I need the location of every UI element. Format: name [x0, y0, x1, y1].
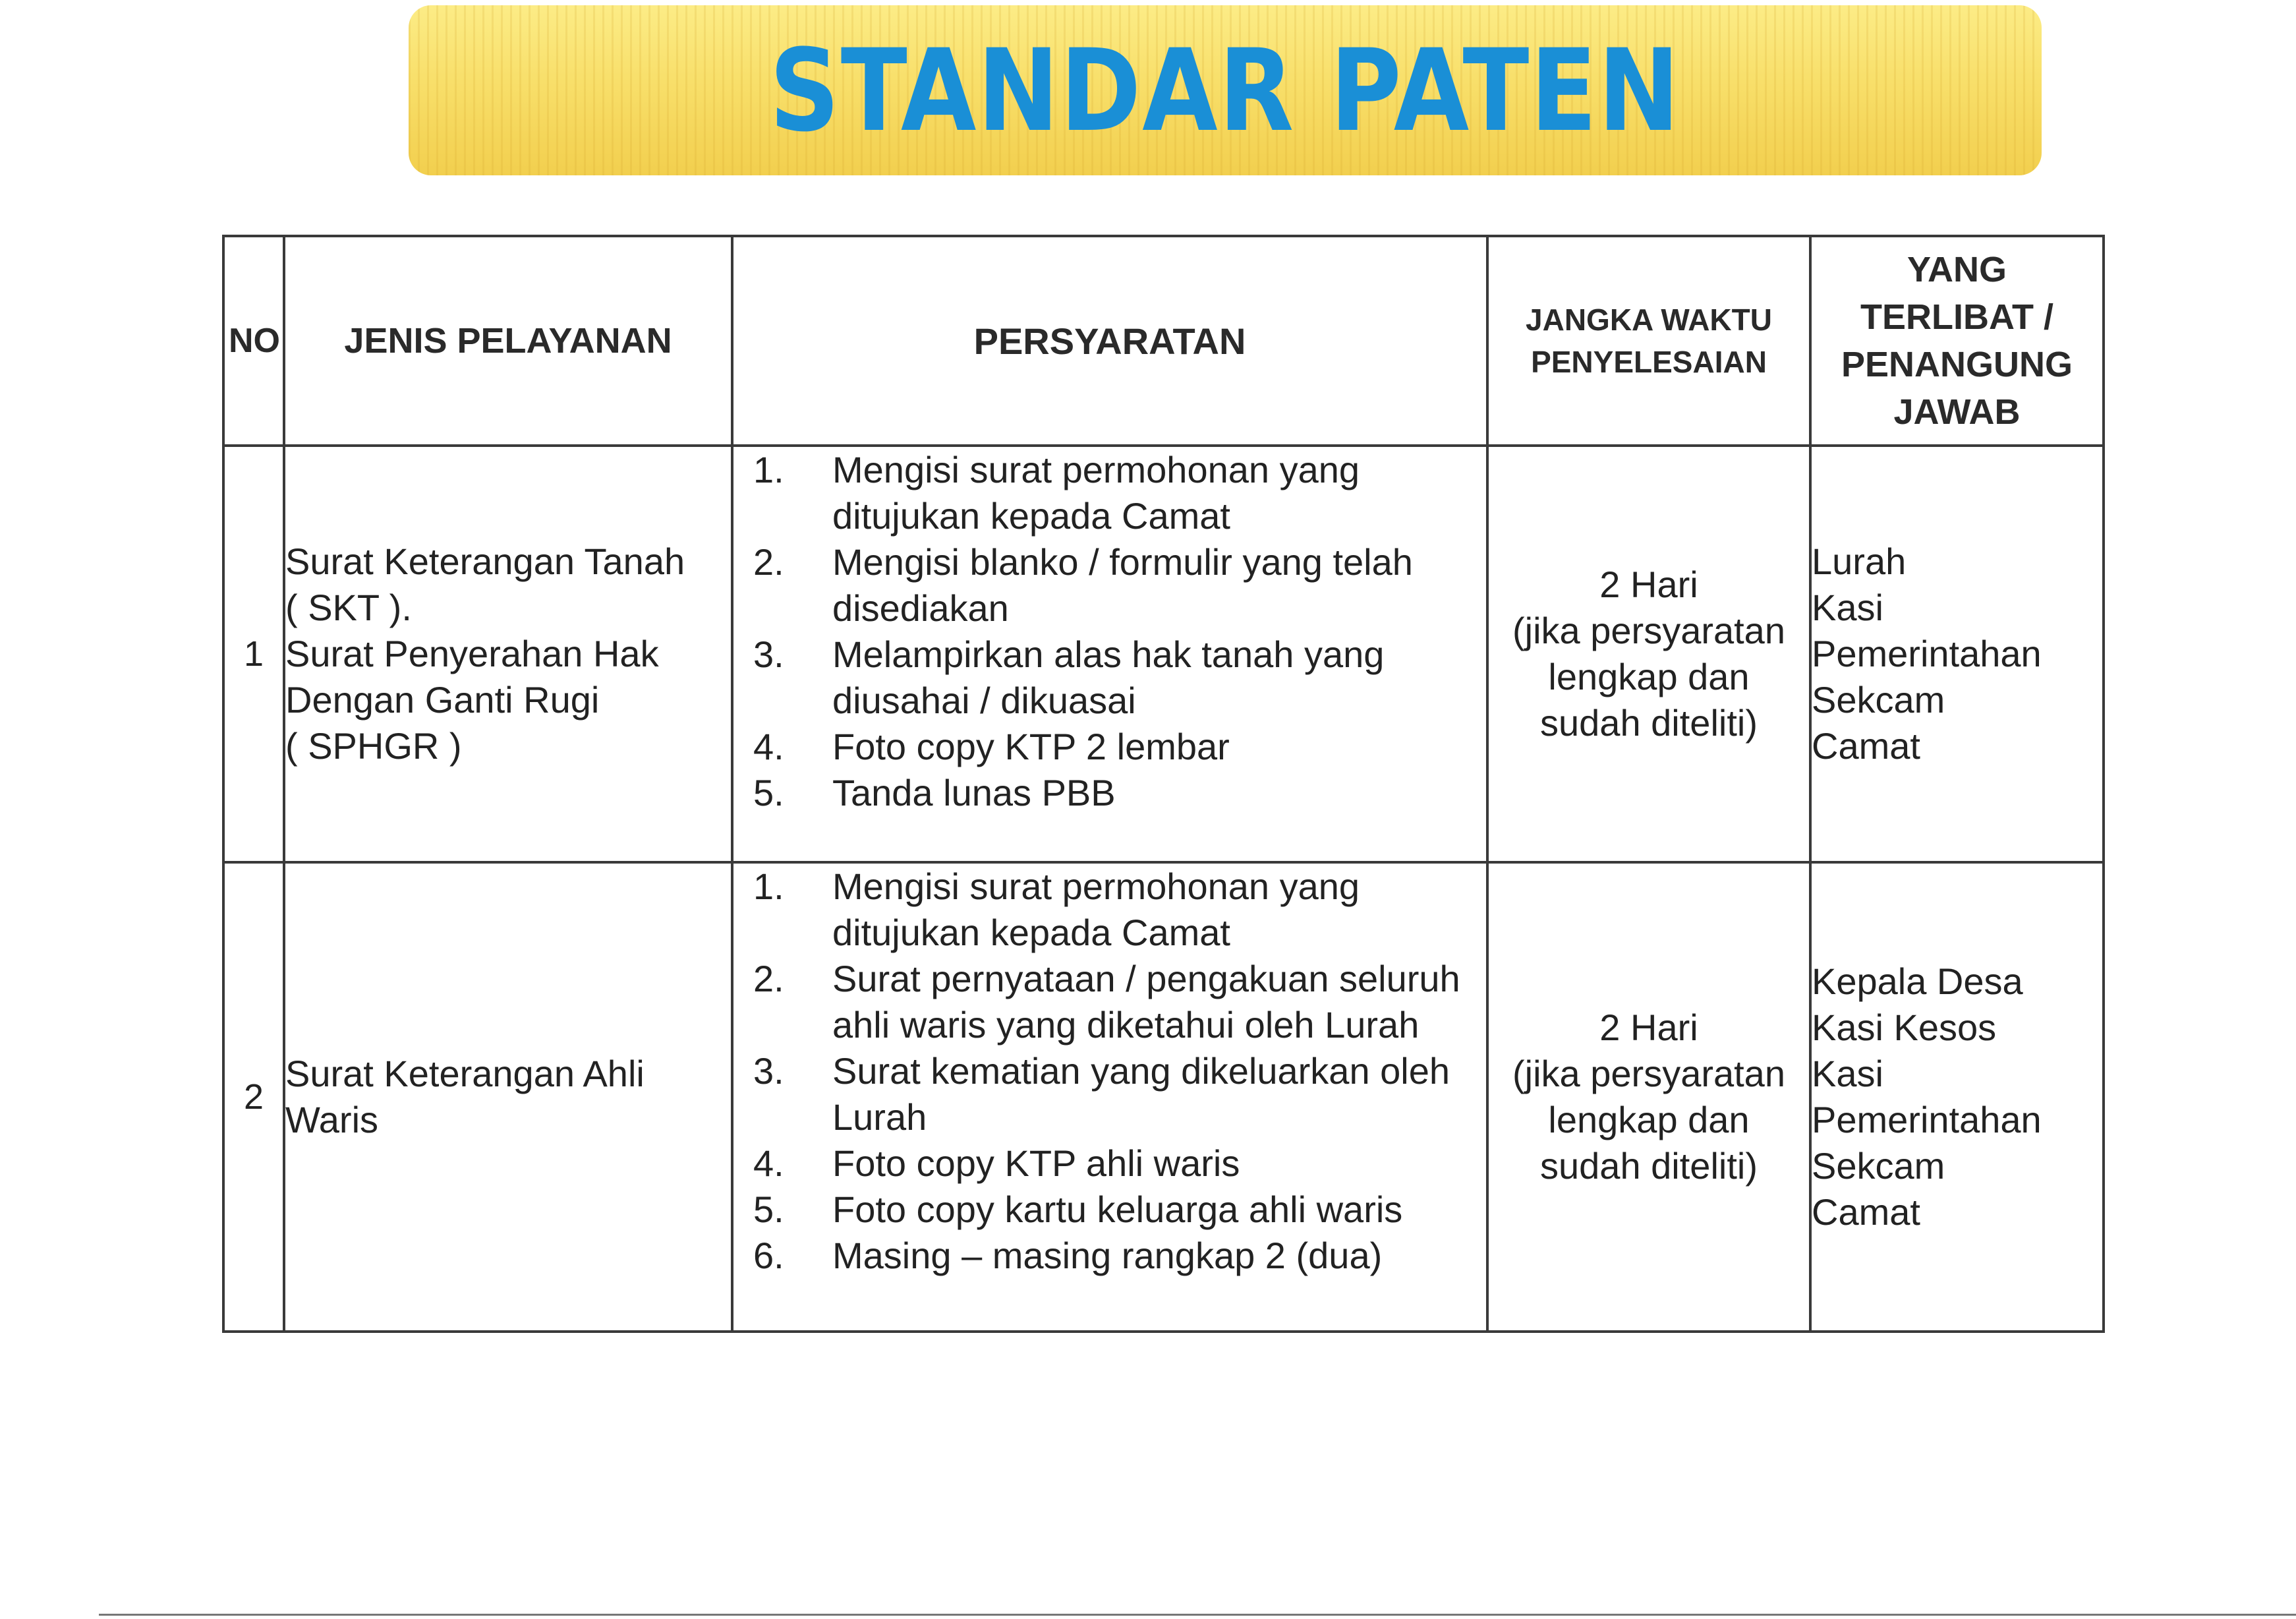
- list-item: [733, 539, 1486, 632]
- list-item: [733, 956, 1486, 1048]
- item-number: 2.: [753, 541, 784, 583]
- list-item: [733, 724, 1486, 770]
- item-number: 5.: [753, 772, 784, 813]
- terlibat-line: Pemerintahan: [1812, 633, 2042, 674]
- item-text: Foto copy KTP 2 lembar: [832, 726, 1230, 767]
- item-text: Mengisi blanko / formulir yang telah: [832, 541, 1413, 583]
- jenis-pelayanan-cell: [284, 446, 732, 862]
- table-header-row: [223, 236, 2104, 446]
- jenis-pelayanan-cell: [284, 862, 732, 1332]
- item-text: ditujukan kepada Camat: [832, 495, 1230, 537]
- requirements-list: [733, 864, 1486, 1279]
- header-terlibat-line: YANG: [1907, 250, 2007, 289]
- header-cell-persyaratan: [732, 236, 1487, 446]
- item-text: Tanda lunas PBB: [832, 772, 1116, 813]
- persyaratan-cell: [732, 862, 1487, 1332]
- item-text: ahli waris yang diketahui oleh Lurah: [832, 1004, 1420, 1045]
- header-terlibat-line: PENANGUNG: [1841, 345, 2073, 384]
- list-item: [733, 1187, 1486, 1233]
- terlibat-line: Camat: [1812, 725, 1920, 767]
- list-item: [733, 447, 1486, 539]
- item-number: 4.: [753, 726, 784, 767]
- list-item: [733, 1140, 1486, 1187]
- page-bottom-rule: [99, 1614, 2296, 1616]
- jangka-waktu-cell: [1487, 862, 1810, 1332]
- item-number: 6.: [753, 1235, 784, 1276]
- header-terlibat-line: TERLIBAT /: [1860, 297, 2053, 337]
- terlibat-cell: [1810, 446, 2104, 862]
- header-cell-jangka: [1487, 236, 1810, 446]
- table-row: [223, 446, 2104, 862]
- terlibat-line: Camat: [1812, 1191, 1920, 1233]
- jenis-line: Surat Keterangan Tanah: [285, 541, 685, 582]
- header-cell-jenis: [284, 236, 732, 446]
- title-banner: [409, 5, 2042, 175]
- item-number: 1.: [753, 449, 784, 490]
- list-item: [733, 632, 1486, 724]
- jangka-waktu-cell: [1487, 446, 1810, 862]
- row-number: 1: [223, 446, 284, 862]
- terlibat-line: Kepala Desa: [1812, 960, 2023, 1002]
- persyaratan-cell: [732, 446, 1487, 862]
- item-text: Mengisi surat permohonan yang: [832, 866, 1360, 907]
- terlibat-line: Kasi Kesos: [1812, 1007, 1997, 1048]
- header-terlibat-line: JAWAB: [1893, 392, 2021, 432]
- terlibat-line: Sekcam: [1812, 1145, 1945, 1187]
- jangka-line: (jika persyaratan: [1512, 1053, 1785, 1094]
- header-jenis-pelayanan: JENIS PELAYANAN: [344, 321, 672, 361]
- item-text: diusahai / dikuasai: [832, 680, 1136, 721]
- jenis-line: ( SPHGR ): [285, 725, 462, 767]
- item-text: Melampirkan alas hak tanah yang: [832, 633, 1385, 675]
- terlibat-line: Kasi: [1812, 587, 1883, 628]
- item-text: disediakan: [832, 587, 1009, 629]
- jangka-line: sudah diteliti): [1540, 702, 1758, 744]
- item-text: Mengisi surat permohonan yang: [832, 449, 1360, 490]
- jenis-line: Surat Penyerahan Hak: [285, 633, 659, 674]
- item-text: Masing – masing rangkap 2 (dua): [832, 1235, 1383, 1276]
- list-item: [733, 770, 1486, 816]
- terlibat-line: Kasi: [1812, 1053, 1883, 1094]
- jenis-line: Surat Keterangan Ahli: [285, 1053, 645, 1094]
- item-text: Foto copy kartu keluarga ahli waris: [832, 1189, 1403, 1230]
- table-row: [223, 862, 2104, 1332]
- header-jangka-line: PENYELESAIAN: [1531, 345, 1767, 379]
- requirements-list: [733, 447, 1486, 816]
- jangka-line: lengkap dan: [1548, 1099, 1750, 1140]
- terlibat-line: Lurah: [1812, 541, 1907, 582]
- item-text: Surat kematian yang dikeluarkan oleh: [832, 1050, 1450, 1092]
- jenis-line: Dengan Ganti Rugi: [285, 679, 600, 721]
- list-item: [733, 1048, 1486, 1140]
- header-cell-no: [223, 236, 284, 446]
- item-number: 2.: [753, 958, 784, 999]
- header-no: NO: [229, 322, 280, 360]
- item-text: Lurah: [832, 1096, 927, 1138]
- item-number: 4.: [753, 1142, 784, 1184]
- header-jangka-waktu: [1489, 299, 1809, 383]
- terlibat-line: Sekcam: [1812, 679, 1945, 721]
- standar-paten-table: [222, 235, 2105, 1333]
- item-number: 3.: [753, 633, 784, 675]
- item-text: ditujukan kepada Camat: [832, 912, 1230, 953]
- header-persyaratan: PERSYARATAN: [973, 320, 1246, 362]
- list-item: [733, 1233, 1486, 1279]
- item-number: 3.: [753, 1050, 784, 1092]
- item-text: Surat pernyataan / pengakuan seluruh: [832, 958, 1460, 999]
- jangka-line: sudah diteliti): [1540, 1145, 1758, 1187]
- row-number: 2: [223, 862, 284, 1332]
- item-number: 1.: [753, 866, 784, 907]
- item-number: 5.: [753, 1189, 784, 1230]
- header-yang-terlibat: [1812, 246, 2102, 436]
- list-item: [733, 864, 1486, 956]
- jangka-line: (jika persyaratan: [1512, 610, 1785, 651]
- terlibat-cell: [1810, 862, 2104, 1332]
- jangka-line: lengkap dan: [1548, 656, 1750, 697]
- jenis-line: ( SKT ).: [285, 587, 412, 628]
- terlibat-line: Pemerintahan: [1812, 1099, 2042, 1140]
- jangka-line: 2 Hari: [1599, 1007, 1698, 1048]
- page-title: STANDAR PATEN: [769, 24, 1681, 157]
- item-text: Foto copy KTP ahli waris: [832, 1142, 1240, 1184]
- jenis-line: Waris: [285, 1099, 379, 1140]
- header-cell-terlibat: [1810, 236, 2104, 446]
- jangka-line: 2 Hari: [1599, 564, 1698, 605]
- header-jangka-line: JANGKA WAKTU: [1526, 303, 1772, 337]
